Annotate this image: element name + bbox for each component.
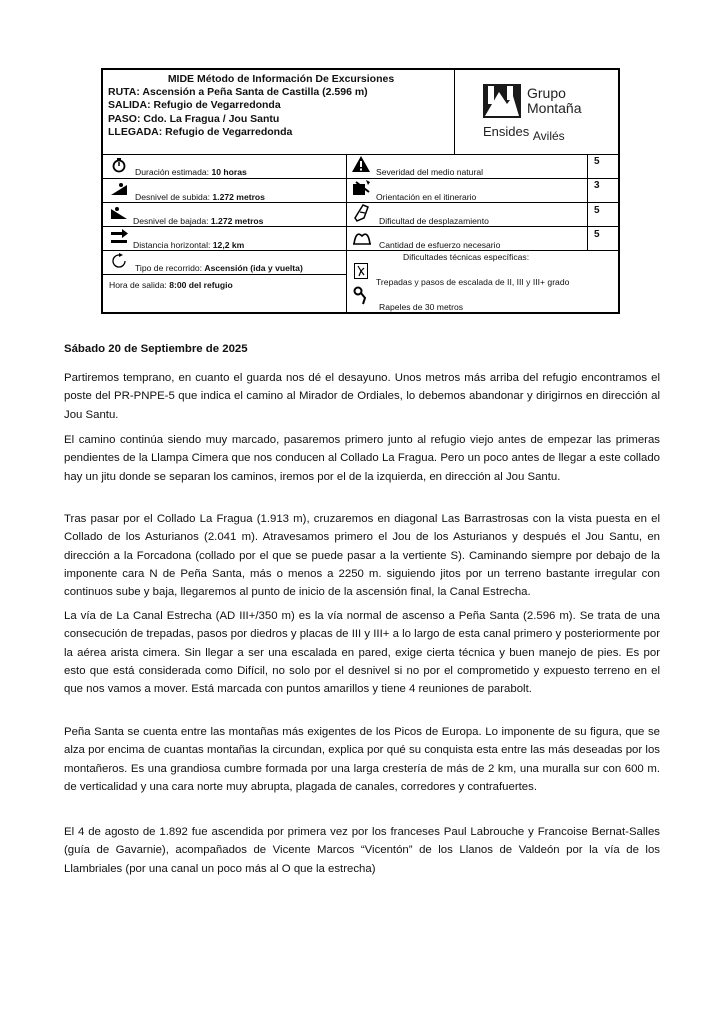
paragraph-5: Peña Santa se cuenta entre las montañas más exigentes de los Picos de Europa. Lo imponente de su figura, que se alza por encima de cuantas montañas la circundan, explica por qué su conquista esta entre las más deseadas por los montañeros. Es una grandiosa cumbre formada por una larga crestería de más de 2 km, una muralla sur con 600 m. de verticalidad y una cara norte muy abrupta, plagada de canales, corredores y contrafuertes. (64, 726, 660, 793)
rappel-icon (353, 286, 369, 306)
route-type-row: Tipo de recorrido: Ascensión (ida y vuelta) (135, 263, 303, 273)
paragraph-1: Partiremos temprano, en cuanto el guarda nos dé el desayuno. Unos metros más arriba del refugio encontramos el poste del PR-PNPE-5 que indica el camino al Mirador de Ordiales, lo debemos abandonar y dirigirnos en dirección al Jou Santu. (64, 372, 660, 421)
effort-icon (352, 228, 372, 246)
arrow-right-icon (111, 229, 129, 245)
warning-triangle-icon (352, 156, 370, 172)
severity-score: 5 (594, 156, 600, 167)
distance-row: Distancia horizontal: 12,2 km (133, 240, 245, 250)
orientation-score: 3 (594, 180, 600, 191)
boot-icon (352, 204, 370, 222)
orientation-icon (352, 180, 370, 196)
logo-text: Grupo Montaña (527, 85, 582, 116)
stopwatch-icon (111, 157, 129, 173)
pass-point: PASO: Cdo. La Fragua / Jou Santu (108, 112, 280, 125)
start-time-row: Hora de salida: 8:00 del refugio (109, 280, 233, 290)
effort-label: Cantidad de esfuerzo necesario (379, 240, 501, 250)
club-logo (455, 70, 620, 154)
effort-score: 5 (594, 229, 600, 240)
paragraph-2: El camino continúa siendo muy marcado, pasaremos primero junto al refugio viejo antes de empezar las primeras pendientes de la Llampa Cimera que nos conducen al Collado La Fragua. Pero un poco antes de llegar a este collado hay un jitu donde se separan los caminos, iremos por el de la izquierda, en dirección al Jou Santu. (64, 434, 660, 483)
tech-title: Dificultades técnicas específicas: (403, 252, 530, 262)
tech-item-rappel: Rapeles de 30 metros (379, 302, 464, 312)
paragraph-6: El 4 de agosto de 1.892 fue ascendida por primera vez por los franceses Paul Labrouche y Francoise Bernat-Salles (guía de Gavarnie), acompañados de Vicente Marcos “Vicentón” de los Llanos de Valdeón por la vía de los Llambriales (por una canal un poco más al O que la estrecha) (64, 826, 660, 875)
duration-row: Duración estimada: 10 horas (135, 167, 247, 177)
descent-row: Desnivel de bajada: 1.272 metros (133, 216, 264, 226)
date-heading: Sábado 20 de Septiembre de 2025 (64, 343, 248, 355)
climbing-icon (354, 263, 368, 279)
displacement-label: Dificultad de desplazamiento (379, 216, 489, 226)
round-trip-icon (111, 253, 129, 269)
paragraph-3: Tras pasar por el Collado La Fragua (1.913 m), cruzaremos en diagonal Las Barrastrosas con la vista puesta en el Collado de los Asturianos (2.041 m). Atravesamos primero el Jou de los Asturianos y después el Jou Santu, en dirección a la Forcadona (collado por el que se puede pasar a la vertiente S). Caminando siempre por debajo de la imponente cara N de Peña Santa, más o menos a 2250 m. siguiendo jitos por un terreno bastante irregular con continuos sube y baja, llegaremos al punto de inicio de la ascensión final, la Canal Estrecha. (64, 513, 660, 599)
start-point: SALIDA: Refugio de Vegarredonda (108, 99, 281, 112)
ascent-row: Desnivel de subida: 1.272 metros (135, 192, 265, 202)
orientation-label: Orientación en el itinerario (376, 192, 477, 202)
mide-table (101, 68, 620, 314)
severity-label: Severidad del medio natural (376, 167, 484, 177)
mide-title: MIDE Método de Información De Excursiones (167, 73, 395, 85)
paragraph-4: La vía de La Canal Estrecha (AD III+/350 m) es la vía normal de ascenso a Peña Santa (2.596 m). Se trata de una consecución de trepadas, pasos por diedros y placas de III y III+ a lo largo de esta canal primero y posteriormente por la aérea arista cimera. Sin llegar a ser una escalada en pared, exige cierta técnica y buen manejo de pies. Es por esto que está considerada como Difícil, no solo por el desnivel si no por el comprometido y expuesto terreno en el que nos vamos a mover. Está marcada con puntos amarillos y tiene 4 reuniones de parabolt. (64, 610, 660, 696)
ascent-icon (111, 181, 129, 197)
logo-brand: Ensides Avilés (483, 124, 565, 143)
end-point: LLEGADA: Refugio de Vegarredonda (108, 125, 293, 138)
descent-icon (111, 205, 129, 221)
route-name: RUTA: Ascensión a Peña Santa de Castilla (2.596 m) (108, 86, 368, 99)
displacement-score: 5 (594, 205, 600, 216)
tech-item-climbing: Trepadas y pasos de escalada de II, III y III+ grado (376, 277, 570, 287)
route-header (103, 70, 455, 154)
